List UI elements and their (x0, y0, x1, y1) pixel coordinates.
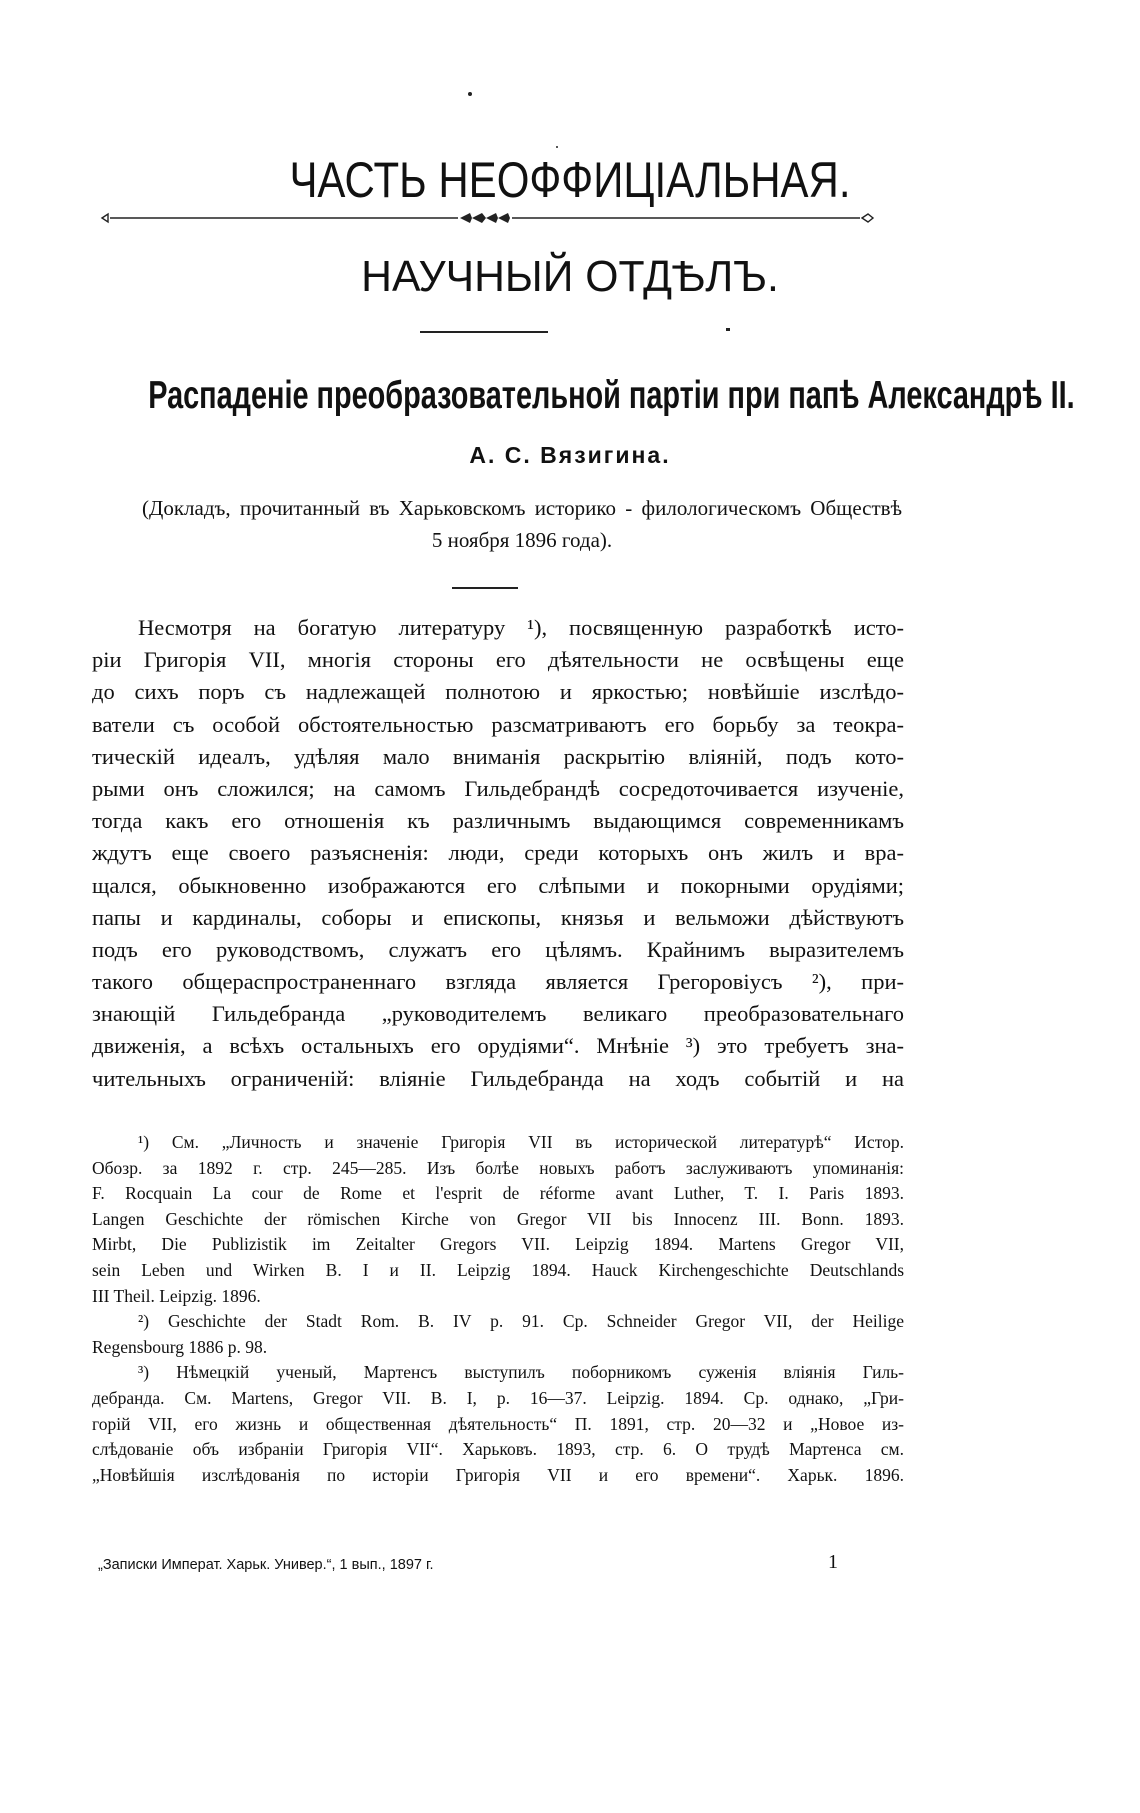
body-line: такого общераспространеннаго взгляда является Грегоровіусъ ²), при- (92, 969, 904, 995)
footnote-line: дебранда. См. Martens, Gregor VII. B. I, p. 16—37. Leipzig. 1894. Ср. однако, „Гри- (92, 1387, 904, 1408)
subtitle-line: 5 ноября 1896 года). (431, 528, 613, 552)
subtitle-line: (Докладъ, прочитанный въ Харьковскомъ историко - филологическомъ Обществѣ (142, 496, 902, 520)
footnote-line: ³) Нѣмецкій ученый, Мартенсъ выступилъ поборникомъ суженія вліянія Гиль- (138, 1362, 904, 1383)
author-name: А. С. Вязигина. (469, 442, 671, 468)
article-title: Распаденіе преобразовательной партіи при папѣ Александрѣ II. (148, 374, 1075, 417)
body-text (92, 612, 904, 1095)
footnote-line: III Theil. Leipzig. 1896. (92, 1285, 261, 1306)
ornamental-rule (100, 212, 875, 224)
footnote-line: F. Rocquain La cour de Rome et l'esprit de réforme avant Luther, T. I. Paris 1893. (92, 1183, 904, 1204)
footnote-line: Обозр. за 1892 г. стр. 245—285. Изъ болѣе новыхъ работъ заслуживаютъ упоминанія: (92, 1157, 904, 1178)
body-line: движенія, а всѣхъ остальныхъ его орудіями“. Мнѣніе ³) это требуетъ зна- (92, 1033, 904, 1059)
divider (452, 587, 518, 589)
footnote-line: горій VII, его жизнь и общественная дѣятельность“ П. 1891, стр. 20—32 и „Новое из- (92, 1413, 904, 1434)
footnotes (92, 1130, 904, 1488)
body-line: папы и кардиналы, соборы и епископы, князья и вельможи дѣйствуютъ (92, 904, 904, 930)
journal-footer: „Записки Императ. Харьк. Универ.“, 1 вып., 1897 г. (98, 1557, 434, 1573)
article-subtitle (142, 492, 902, 556)
body-line: подъ его руководствомъ, служатъ его цѣлямъ. Крайнимъ выразителемъ (92, 936, 904, 962)
body-line: ватели съ особой обстоятельностью разсматриваютъ его борьбу за теокра- (92, 711, 904, 737)
footnote-line: Langen Geschichte der römischen Kirche von Gregor VII bis Innocenz III. Bonn. 1893. (92, 1208, 904, 1229)
body-line: ждутъ еще своего разъясненія: люди, среди которыхъ онъ жилъ и вра- (92, 840, 904, 866)
footnote-line: ¹) См. „Личность и значеніе Григорія VII въ исторической литературѣ“ Истор. (138, 1132, 904, 1152)
body-line: ріи Григорія VII, многія стороны его дѣятельности не освѣщены еще (92, 647, 904, 673)
body-line: рыми онъ сложился; на самомъ Гильдебрандѣ сосредоточивается изученіе, (92, 775, 904, 801)
body-line: тогда какъ его отношенія къ различнымъ выдающимся современникамъ (92, 808, 904, 834)
body-line: до сихъ поръ съ надлежащей полнотою и яркостью; новѣйшіе изслѣдо- (92, 679, 904, 705)
footnote-line: слѣдованіе объ избраніи Григорія VII“. Харьковъ. 1893, стр. 6. О трудѣ Мартенса см. (92, 1439, 904, 1460)
section-title: НАУЧНЫЙ ОТДѢЛЪ. (361, 252, 779, 301)
ink-speck (726, 328, 730, 331)
footnote-line: „Новѣйшія изслѣдованія по исторіи Григорія VII и его времени“. Харьк. 1896. (92, 1464, 904, 1485)
ornament-flourish-icon (100, 212, 875, 224)
part-title: ЧАСТЬ НЕОФФИЦIАЛЬНАЯ. (289, 152, 851, 208)
footnote-line: ²) Geschichte der Stadt Rom. B. IV p. 91. Ср. Schneider Gregor VII, der Heilige (138, 1311, 904, 1332)
ink-speck (556, 146, 558, 148)
footnote-line: Mirbt, Die Publizistik im Zeitalter Gregors VII. Leipzig 1894. Martens Gregor VII, (92, 1234, 904, 1255)
divider (420, 331, 548, 333)
page-number: 1 (828, 1551, 838, 1573)
footnote-line: sein Leben und Wirken B. I и II. Leipzig 1894. Hauck Kirchengeschichte Deutschlands (92, 1259, 904, 1280)
body-line: знающій Гильдебранда „руководителемъ великаго преобразовательнаго (92, 1001, 904, 1027)
body-line: чительныхъ ограниченій: вліяніе Гильдебранда на ходъ событій и на (92, 1065, 904, 1091)
footnote-line: Regensbourg 1886 p. 98. (92, 1336, 268, 1357)
ink-speck (468, 92, 472, 96)
body-line: Несмотря на богатую литературу ¹), посвященную разработкѣ исто- (138, 615, 904, 640)
body-line: щался, обыкновенно изображаются его слѣпыми и покорными орудіями; (92, 872, 904, 898)
body-line: тическій идеалъ, удѣляя мало вниманія раскрытію вліяній, подъ кото- (92, 743, 904, 769)
